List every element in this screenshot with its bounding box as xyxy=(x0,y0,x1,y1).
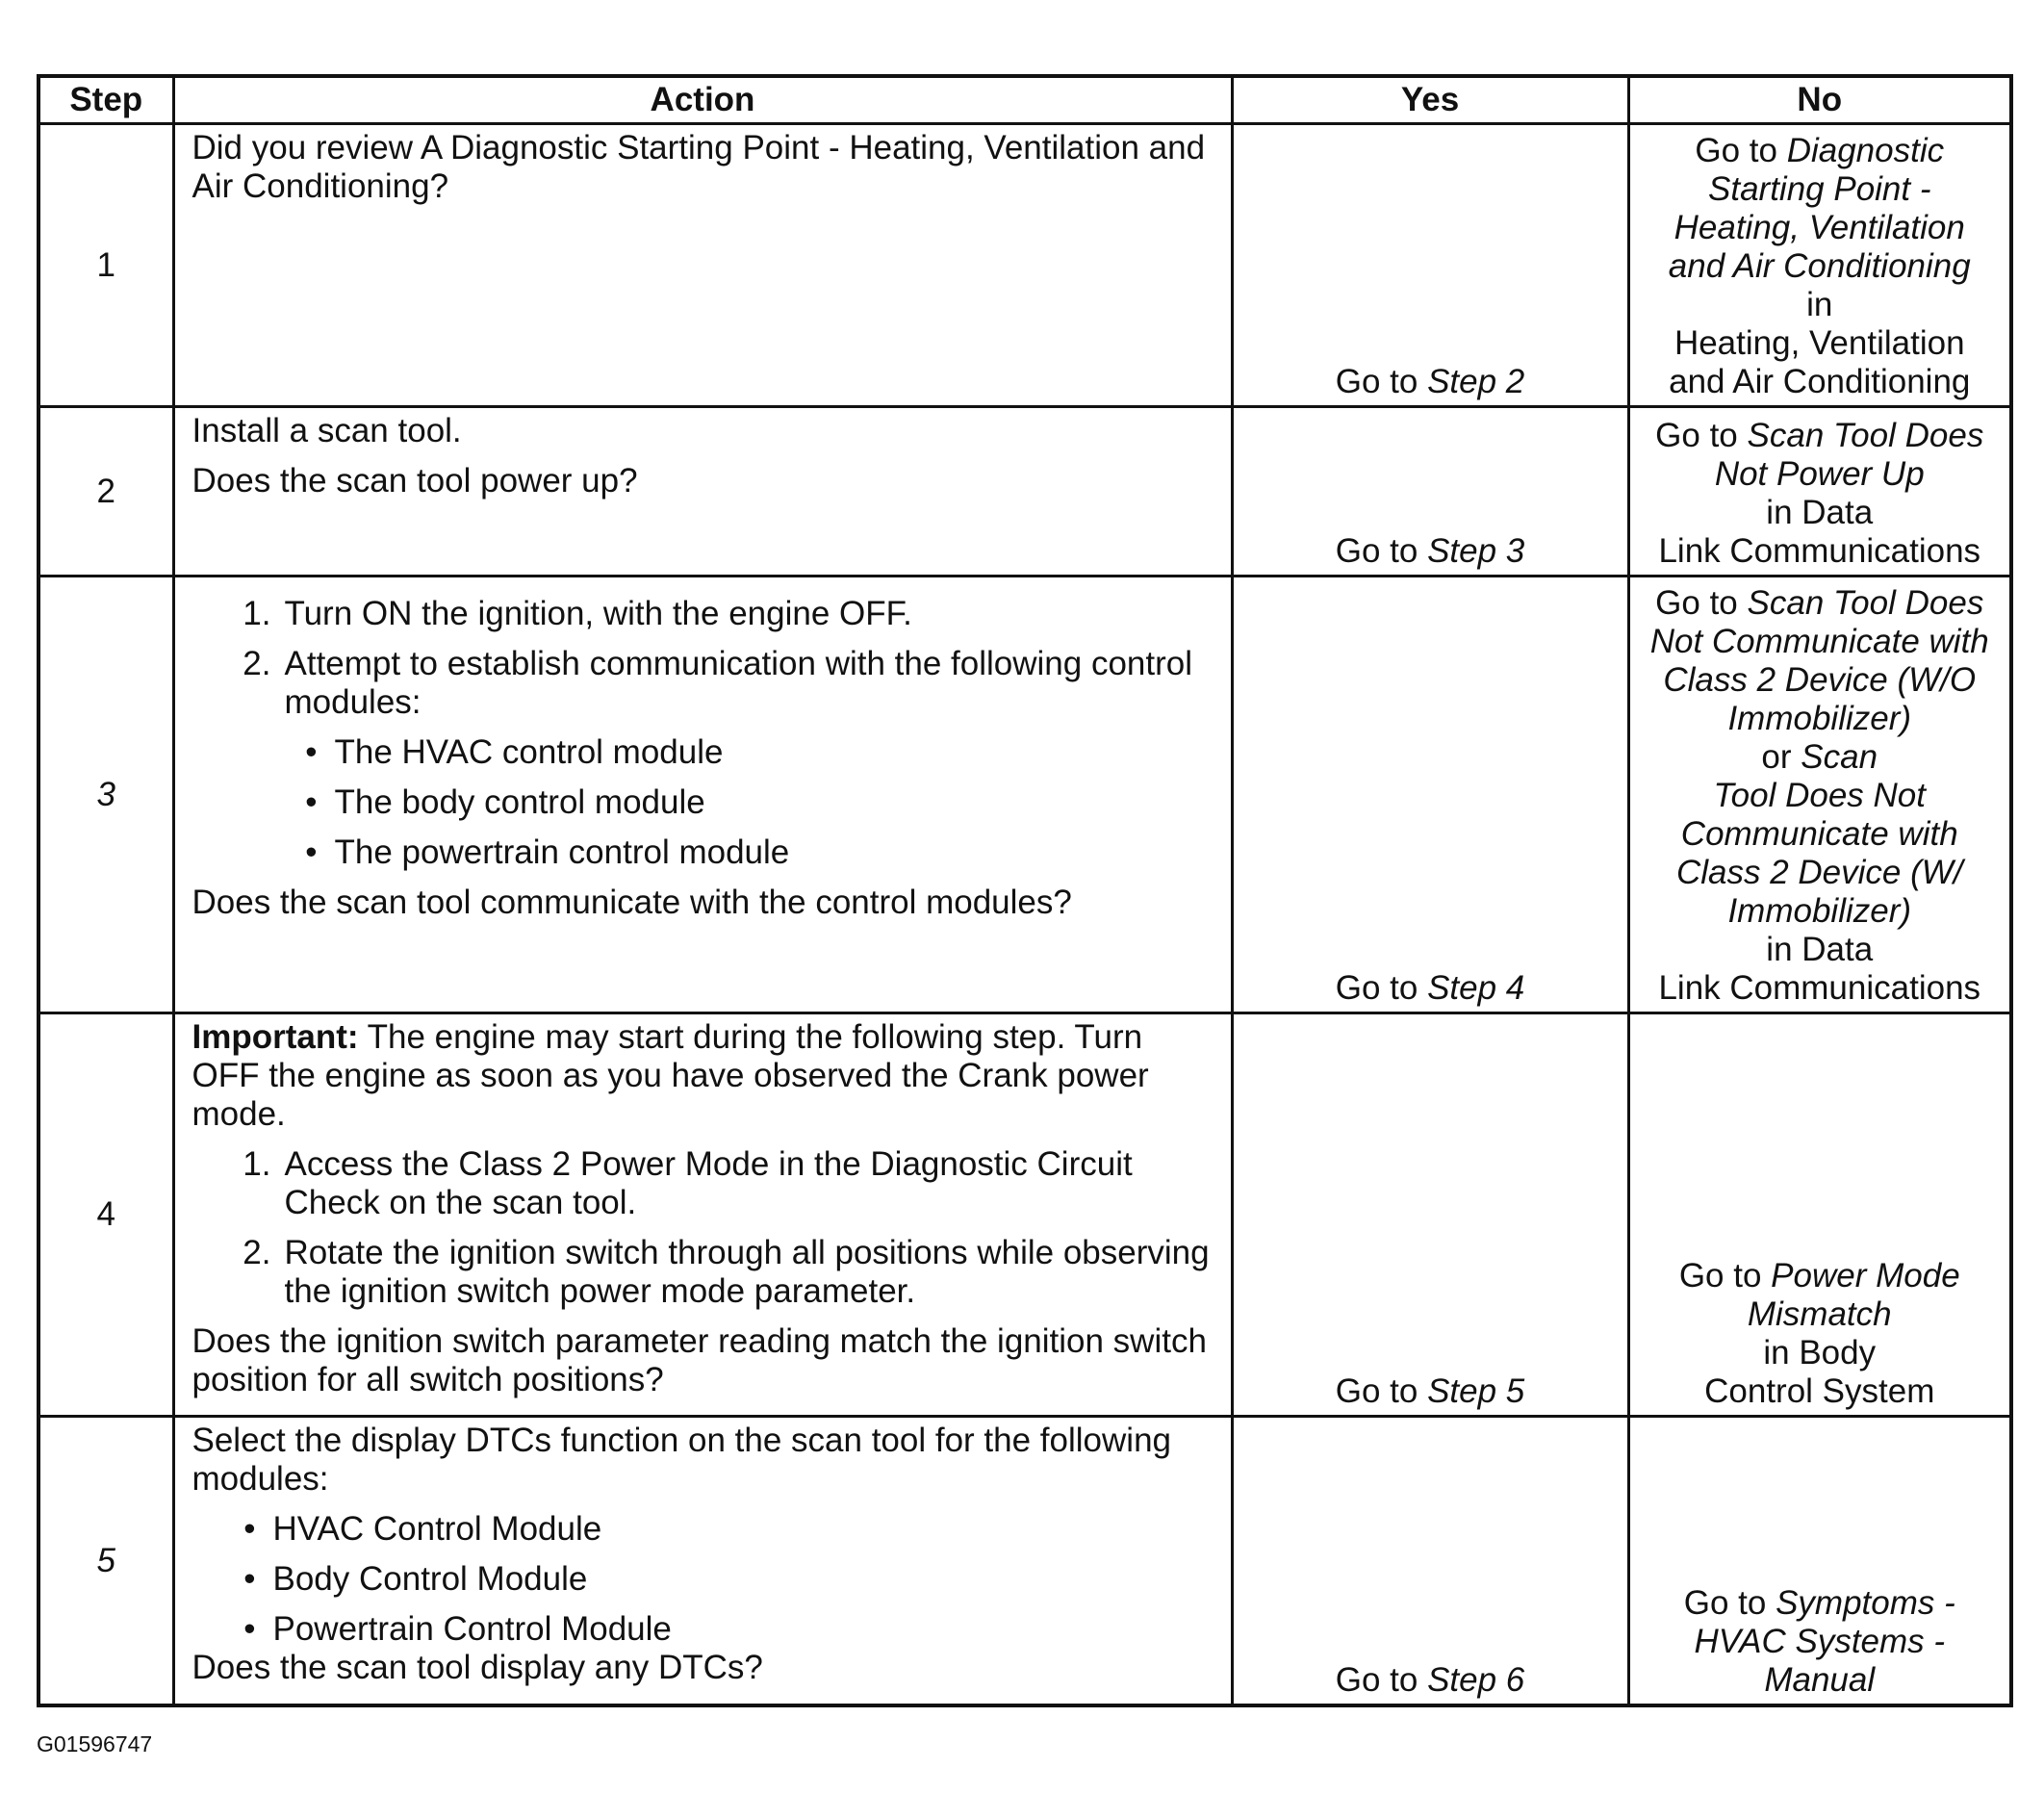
yes-target-link[interactable]: Step 2 xyxy=(1427,363,1525,401)
action-cell xyxy=(173,1417,1232,1705)
step-text: Attempt to establish communication with the following control modules: xyxy=(284,644,1193,721)
step-text: Turn ON the ignition, with the engine OFF. xyxy=(284,594,912,632)
no-target-link[interactable]: Diagnostic xyxy=(1786,132,1945,170)
yes-target-link[interactable]: Step 3 xyxy=(1427,531,1525,570)
no-cell xyxy=(1628,1417,2011,1705)
no-section: Heating, Ventilation xyxy=(1674,324,1965,363)
yes-cell xyxy=(1232,1417,1628,1705)
bullet-icon: • xyxy=(243,1560,256,1599)
list-item xyxy=(192,1560,1217,1599)
no-section: Link Communications xyxy=(1658,531,1981,570)
no-section: Link Communications xyxy=(1658,969,1981,1008)
no-target-link[interactable]: Scan Tool Does xyxy=(1747,584,1984,623)
no-prefix: Go to xyxy=(1655,416,1738,454)
no-target-link[interactable]: and Air Conditioning xyxy=(1668,247,1971,286)
yes-target-link[interactable]: Step 5 xyxy=(1427,1372,1525,1411)
no-target-link[interactable]: Immobilizer) xyxy=(1727,700,1912,738)
no-or-label: or xyxy=(1761,738,1792,777)
action-cell xyxy=(173,407,1232,576)
action-question: Did you review A Diagnostic Starting Point - Heating, Ventilation and Air Conditioning? xyxy=(192,129,1206,205)
no-target-link[interactable]: Heating, Ventilation xyxy=(1674,209,1965,247)
step-index: 1. xyxy=(243,594,271,632)
no-section: in Data xyxy=(1766,493,1874,531)
bullet-icon: • xyxy=(243,1610,256,1649)
no-target-link[interactable]: Tool Does Not xyxy=(1713,777,1926,815)
bullet-text: The body control module xyxy=(334,782,705,821)
bullet-icon: • xyxy=(243,1510,256,1549)
bullet-text: The powertrain control module xyxy=(334,833,790,871)
header-action: Action xyxy=(173,76,1232,124)
bullet-text: Body Control Module xyxy=(272,1560,588,1599)
table-row xyxy=(38,124,2011,407)
yes-cell xyxy=(1232,576,1628,1013)
yes-prefix: Go to xyxy=(1335,1372,1418,1411)
step-text: Access the Class 2 Power Mode in the Diagnostic Circuit Check on the scan tool. xyxy=(284,1145,1133,1222)
bullet-text: Powertrain Control Module xyxy=(272,1610,672,1649)
no-section: in Body xyxy=(1763,1334,1877,1372)
yes-prefix: Go to xyxy=(1335,969,1418,1008)
no-target-link[interactable]: Communicate with xyxy=(1680,815,1958,854)
action-cell xyxy=(173,576,1232,1013)
yes-cell xyxy=(1232,407,1628,576)
figure-id: G01596747 xyxy=(37,1731,153,1756)
important-text: The engine may start during the following step. Turn OFF the engine as soon as you have observed the Crank power mode. xyxy=(192,1018,1149,1134)
no-cell xyxy=(1628,576,2011,1013)
table-row xyxy=(38,576,2011,1013)
no-target-link[interactable]: Immobilizer) xyxy=(1727,892,1912,931)
no-prefix: Go to xyxy=(1678,1257,1762,1295)
bullet-text: The HVAC control module xyxy=(334,732,724,771)
no-section: in Data xyxy=(1766,931,1874,969)
table-row xyxy=(38,1013,2011,1417)
step-number: 4 xyxy=(38,1013,173,1417)
step-number: 1 xyxy=(38,124,173,407)
no-in-label: in xyxy=(1806,286,1833,324)
no-target-link[interactable]: Symptoms - xyxy=(1776,1584,1955,1622)
no-target-link[interactable]: Power Mode xyxy=(1771,1257,1960,1295)
yes-prefix: Go to xyxy=(1335,1661,1418,1699)
diagnostic-table xyxy=(37,74,2013,1707)
list-item xyxy=(192,783,1217,822)
list-item xyxy=(192,1145,1217,1222)
header-row xyxy=(38,76,2011,124)
step-number: 3 xyxy=(38,576,173,1013)
no-target-link[interactable]: Starting Point - xyxy=(1708,170,1931,209)
no-target-link[interactable]: Manual xyxy=(1764,1661,1876,1699)
action-instruction: Select the display DTCs function on the scan tool for the following modules: xyxy=(192,1422,1171,1499)
list-item xyxy=(192,733,1217,772)
important-label: Important: xyxy=(192,1018,359,1057)
step-index: 2. xyxy=(243,644,271,682)
list-item xyxy=(192,1234,1217,1311)
action-cell xyxy=(173,1013,1232,1417)
no-target-link[interactable]: Mismatch xyxy=(1747,1295,1892,1334)
step-number: 5 xyxy=(38,1417,173,1705)
action-question: Does the scan tool communicate with the control modules? xyxy=(192,883,1072,921)
yes-cell xyxy=(1232,1013,1628,1417)
no-section: Control System xyxy=(1704,1372,1935,1411)
no-target-link[interactable]: Class 2 Device (W/O xyxy=(1663,661,1977,700)
no-cell xyxy=(1628,407,2011,576)
step-index: 2. xyxy=(243,1234,271,1272)
yes-cell xyxy=(1232,124,1628,407)
yes-prefix: Go to xyxy=(1335,531,1418,570)
yes-target-link[interactable]: Step 4 xyxy=(1427,969,1525,1008)
no-target-link[interactable]: HVAC Systems - xyxy=(1694,1623,1946,1660)
no-prefix: Go to xyxy=(1683,1584,1767,1622)
no-prefix: Go to xyxy=(1655,584,1738,623)
no-section: and Air Conditioning xyxy=(1669,363,1971,401)
no-target-link[interactable]: Scan xyxy=(1801,738,1878,777)
list-item xyxy=(192,1510,1217,1549)
no-target-link[interactable]: Not Communicate with xyxy=(1649,623,1989,661)
header-no: No xyxy=(1628,76,2011,124)
no-target-link[interactable]: Class 2 Device (W/ xyxy=(1675,854,1963,892)
action-steps xyxy=(192,1145,1217,1311)
no-cell xyxy=(1628,124,2011,407)
action-question: Does the ignition switch parameter reading match the ignition switch position for all switch positions? xyxy=(192,1322,1207,1399)
step-number: 2 xyxy=(38,407,173,576)
table-row xyxy=(38,1417,2011,1705)
step-index: 1. xyxy=(243,1145,271,1184)
bullet-icon: • xyxy=(305,732,318,771)
list-item xyxy=(192,595,1217,633)
table-row xyxy=(38,407,2011,576)
no-target-link[interactable]: Not Power Up xyxy=(1714,454,1925,493)
bullet-text: HVAC Control Module xyxy=(272,1510,602,1549)
important-note xyxy=(192,1018,1217,1134)
action-steps xyxy=(192,595,1217,722)
action-question: Does the scan tool power up? xyxy=(192,462,638,500)
module-list xyxy=(192,733,1217,872)
no-target-link[interactable]: Scan Tool Does xyxy=(1747,416,1984,454)
list-item xyxy=(192,833,1217,872)
yes-target-link[interactable]: Step 6 xyxy=(1427,1661,1525,1699)
list-item xyxy=(192,645,1217,722)
no-cell xyxy=(1628,1013,2011,1417)
module-list xyxy=(192,1510,1217,1649)
list-item xyxy=(192,1610,1217,1649)
yes-prefix: Go to xyxy=(1335,363,1418,401)
step-text: Rotate the ignition switch through all positions while observing the ignition switch power mode parameter. xyxy=(284,1234,1210,1311)
header-step: Step xyxy=(38,76,173,124)
action-cell xyxy=(173,124,1232,407)
bullet-icon: • xyxy=(305,833,318,871)
bullet-icon: • xyxy=(305,782,318,821)
header-yes: Yes xyxy=(1232,76,1628,124)
action-question: Does the scan tool display any DTCs? xyxy=(192,1649,763,1687)
action-instruction: Install a scan tool. xyxy=(192,412,462,450)
no-prefix: Go to xyxy=(1695,132,1777,170)
